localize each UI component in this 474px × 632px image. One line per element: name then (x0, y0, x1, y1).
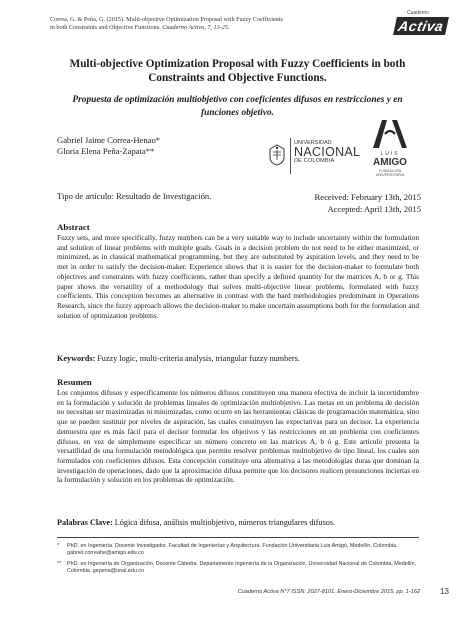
footnote-mark: * (57, 543, 60, 549)
author-name: Gloria Elena Peña-Zapata** (57, 146, 155, 156)
journal-footer: Cuaderno Activa N°7 ISSN: 2027-8101. Enero-Diciembre 2015. pp. 1-162 (237, 589, 420, 595)
funla-mark-icon (370, 118, 410, 150)
palabras-label: Palabras Clave: (57, 518, 113, 527)
abstract-text: Fuzzy sets, and more specifically, fuzzy numbers can be a very suitable way to include uncertainty within the formulation and solution of linear problems with multiple goals. Goals in a decision problem do not need to be either maximized, or minimized, as in classical mathematical programming, but they are substituted by aspiration levels, and they need to be met in order to satisfy the decision-maker. Experience shows that it is easier for the decision-maker to formulate both objectives and constraints with fuzzy coefficients, rather than specify a defined quantity for the matrices A, b or g. This paper shows the versatility of a methodology that solves multi-objective linear problems, formulated with fuzzy coefficients. This conception becomes an alternative in contrast with the hard methodologies predominant in Operations Research, since the fuzzy approach allows the decision-maker to make uncertain assumptions both for the formulation and solution of optimization problems. (57, 233, 419, 320)
palabras-text: Lógica difusa, análisis multiobjetivo, números triangulares difusos. (112, 518, 336, 527)
journal-logo-small-text: Cuaderno (407, 10, 429, 16)
keywords-text: Fuzzy logic, multi-criteria analysis, triangular fuzzy numbers. (95, 354, 300, 363)
unal-seal-icon (268, 144, 286, 166)
journal-logo-main-text: Activa (393, 17, 449, 35)
unal-line-3: DE COLOMBIA (294, 158, 335, 164)
funla-luis-text: LUIS (380, 151, 400, 157)
footnote-text: PhD. en Ingeniería. Docente Investigador. Facultad de Ingenierías y Arquitectura. Fundación Universitaria Luis Amigó, Medellín, Colombia. gabriel.correahe@amigo.edu.co (67, 543, 398, 557)
unal-divider (290, 138, 291, 174)
palabras-line (57, 518, 335, 527)
citation-line-2-plain: in both Constraints and Objective Functions. (50, 24, 163, 31)
citation-header (50, 16, 380, 32)
accepted-date: Accepted: April 13th, 2015 (327, 204, 421, 214)
resumen-text: Los conjuntos difusos y específicamente los números difusos constituyen una manera efectiva de incluir la incertidumbre en la formulación y solución de problemas lineales de optimización multiobjetivo. Las metas en un problema de decisión no necesitan ser maximizadas ni minimizadas, como ocurre en las herramientas clásicas de programación matemática, sino que se pueden sustituir por niveles de aspiración, las cuales constituyen las expectativas para un decisor. La experiencia demuestra que es más fácil para el decisor formular los objetivos y las restricciones en un problema con coeficientes difusos, en vez de simplemente especificar un número concreto en las matrices A, b ó g. Este artículo presenta la versatilidad de una formulación metodológica que permite resolver problemas multiobjetivo de tipo lineal, los cuales son formulados con coeficientes difusos. Esta concepción constituye una alternativa a las metodologías duras que dominan la investigación de operaciones, dado que la aproximación difusa permite que los decisores realicen presunciones inciertas en la formulación y solución en los problemas de optimización. (57, 388, 419, 485)
received-date: Received: February 13th, 2015 (314, 192, 421, 202)
author-list (57, 135, 160, 157)
footnote (57, 561, 419, 575)
paper-title: Multi-objective Optimization Proposal with Fuzzy Coefficients in both Constraints and Objective Functions. (69, 58, 406, 84)
unal-wordmark (294, 140, 360, 164)
funla-logo (364, 118, 416, 176)
funla-amigo-text: AMIGO (373, 157, 407, 168)
keywords-label: Keywords: (57, 354, 96, 363)
dates-block (315, 191, 421, 215)
page-number: 13 (440, 587, 449, 596)
footnote (57, 543, 419, 557)
unal-logo (268, 132, 361, 176)
abstract-heading: Abstract (57, 222, 90, 232)
citation-line-1: Correa, G. & Peña, G. (2015). Multi-objective Optimization Proposal with Fuzzy Coefficients (50, 16, 283, 23)
keywords-line (57, 354, 300, 363)
footnote-mark: ** (57, 561, 62, 567)
footnote-text: PhD. en Ingeniería de Organización. Docente Cátedra. Departamento Ingeniería de la Organización. Universidad Nacional de Colombia, Medellín, Colombia. gepena@unal.edu.co (67, 561, 417, 575)
citation-line-2 (50, 24, 380, 32)
resumen-heading: Resumen (57, 377, 92, 387)
journal-logo (387, 10, 449, 40)
article-type: Tipo de artículo: Resultado de Investigación. (57, 191, 212, 201)
author-name: Gabriel Jaime Correa-Henao* (57, 135, 161, 145)
funla-fund-text: FUNDACIÓN UNIVERSITARIA (375, 169, 405, 177)
citation-journal: Cuaderno Activa, 7, 13-25. (162, 24, 230, 31)
unal-line-1: UNIVERSIDAD (294, 140, 332, 146)
unal-line-2: NACIONAL (294, 145, 361, 159)
footnote-divider (57, 537, 419, 538)
paper-subtitle: Propuesta de optimización multiobjetivo con coeficientes difusos en restricciones y en funciones objetivo. (72, 95, 403, 118)
